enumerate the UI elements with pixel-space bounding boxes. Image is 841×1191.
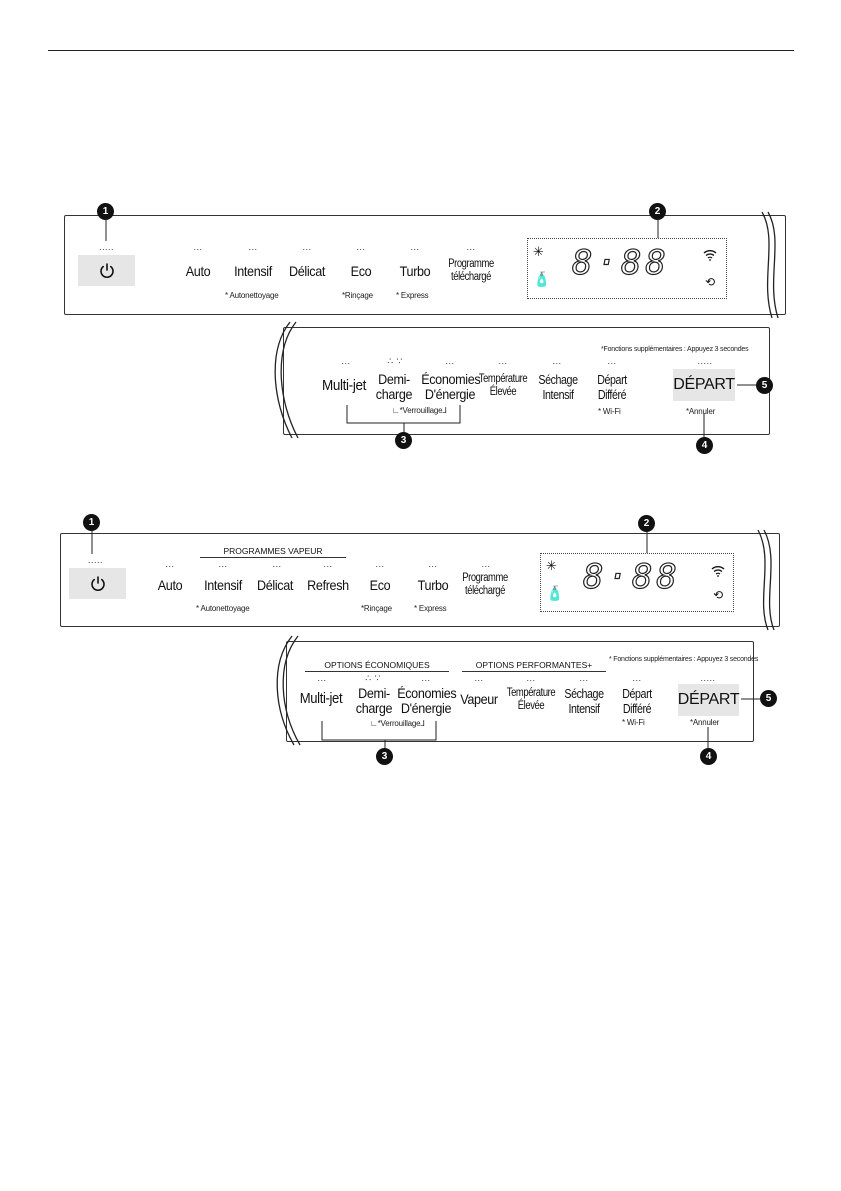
charge-label: charge <box>375 385 413 402</box>
sparkle-icon: ✳ <box>546 558 557 573</box>
economies-label: Économies <box>397 685 457 701</box>
led-download-b: ... <box>481 559 491 569</box>
long-press-note-b: * Fonctions supplémentaires : Appuyez 3 secondes <box>609 656 759 663</box>
button-turbo-b[interactable]: Turbo <box>417 577 449 593</box>
telecharge-label: téléchargé <box>451 270 491 283</box>
led-demi-charge-b: ∴ ∵ <box>365 673 381 683</box>
led-turbo-b: ... <box>428 559 438 569</box>
led-economies-b: ... <box>421 673 431 683</box>
callout-3-options-b: 3 <box>376 748 393 765</box>
sechage-label: Séchage <box>538 372 578 387</box>
rinse-aid-icon: 🧴 <box>533 271 551 287</box>
sechage-label: Séchage <box>564 686 604 701</box>
intensif-label: Intensif <box>568 700 600 716</box>
annuler-sub: *Annuler <box>686 407 716 416</box>
rinse-aid-icon: 🧴 <box>546 585 564 601</box>
remote-start-icon: ⟲ <box>705 275 716 289</box>
button-intensif-b[interactable]: Intensif <box>204 577 242 593</box>
led-intensif-b: ... <box>218 559 228 569</box>
power-indicator-b: ..... <box>88 555 104 565</box>
lock-label: *Verrouillage <box>399 406 443 415</box>
sparkle-icon: ✳ <box>533 244 544 259</box>
led-auto-b: ... <box>165 559 175 569</box>
callout-1-power: 1 <box>97 203 114 220</box>
led-depart: ..... <box>697 356 713 366</box>
led-sechage: ... <box>552 356 562 366</box>
eco-options-header: OPTIONS ÉCONOMIQUES <box>324 660 430 670</box>
start-button[interactable]: DÉPART <box>673 369 735 401</box>
led-demi-charge: ∴ ∵ <box>387 356 403 366</box>
power-indicator: ..... <box>99 242 115 252</box>
lock-sub: ∟*Verrouillage⅃ <box>392 406 447 415</box>
time-display-b: 8·88 <box>583 557 681 597</box>
button-multi-jet[interactable]: Multi-jet <box>321 377 367 394</box>
programme-label: Programme <box>448 258 494 270</box>
led-temperature-b: ... <box>526 673 536 683</box>
led-multijet-b: ... <box>317 673 327 683</box>
led-vapeur: ... <box>474 673 484 683</box>
temperature-label: Température <box>478 373 528 385</box>
callout-2-display-b: 2 <box>638 515 655 532</box>
turbo-sub: * Express <box>396 291 429 300</box>
led-multijet: ... <box>341 356 351 366</box>
energie-label: D'énergie <box>424 385 476 402</box>
lock-sub-b: ∟*Verrouillage⅃ <box>370 719 425 728</box>
demi-label: Demi- <box>378 371 410 387</box>
led-depart-differe-b: ... <box>632 673 642 683</box>
callout-3-options: 3 <box>395 432 412 449</box>
differe-label: Différé <box>622 700 652 716</box>
intensif-label: Intensif <box>542 386 574 402</box>
button-intensif[interactable]: Intensif <box>234 263 272 279</box>
eco-sub-b: *Rinçage <box>361 604 392 613</box>
led-eco: ... <box>356 242 366 252</box>
energie-label: D'énergie <box>400 699 452 716</box>
led-delicat: ... <box>302 242 312 252</box>
intensif-sub: * Autonettoyage <box>225 291 279 300</box>
button-eco[interactable]: Eco <box>350 263 372 279</box>
callout-5-depart-b: 5 <box>760 690 777 707</box>
led-delicat-b: ... <box>272 559 282 569</box>
led-eco-b: ... <box>375 559 385 569</box>
button-turbo[interactable]: Turbo <box>399 263 431 279</box>
led-refresh-b: ... <box>323 559 333 569</box>
depart-label: Départ <box>622 686 652 701</box>
led-economies: ... <box>445 356 455 366</box>
lock-label: *Verrouillage <box>377 719 421 728</box>
led-sechage-b: ... <box>579 673 589 683</box>
elevee-label: Élevée <box>489 385 517 398</box>
button-multi-jet-b[interactable]: Multi-jet <box>299 691 343 707</box>
temperature-label: Température <box>506 687 556 699</box>
button-delicat[interactable]: Délicat <box>289 263 325 279</box>
led-depart-b: ..... <box>700 673 716 683</box>
callout-4-annuler: 4 <box>696 437 713 454</box>
led-temperature: ... <box>498 356 508 366</box>
long-press-note: *Fonctions supplémentaires : Appuyez 3 secondes <box>601 346 749 353</box>
charge-label: charge <box>355 699 393 716</box>
callout-2-display: 2 <box>649 203 666 220</box>
button-eco-b[interactable]: Eco <box>369 577 391 593</box>
turbo-sub-b: * Express <box>414 604 447 613</box>
demi-label: Demi- <box>358 685 390 701</box>
differe-label: Différé <box>597 386 627 402</box>
intensif-sub-b: * Autonettoyage <box>196 604 250 613</box>
programme-label: Programme <box>462 572 508 584</box>
time-display: 8·88 <box>572 243 670 283</box>
led-download: ... <box>466 242 476 252</box>
steam-programs-header: PROGRAMMES VAPEUR <box>223 546 323 556</box>
callout-1-power-b: 1 <box>83 514 100 531</box>
wifi-sub-b: * Wi-Fi <box>622 718 645 727</box>
economies-label: Économies <box>421 371 481 387</box>
led-intensif: ... <box>248 242 258 252</box>
annuler-sub-b: *Annuler <box>690 718 720 727</box>
led-auto: ... <box>193 242 203 252</box>
button-delicat-b[interactable]: Délicat <box>257 577 293 593</box>
depart-label: Départ <box>597 372 627 387</box>
wifi-sub: * Wi-Fi <box>598 407 621 416</box>
remote-start-icon: ⟲ <box>713 588 724 602</box>
led-turbo: ... <box>410 242 420 252</box>
eco-sub: *Rinçage <box>342 291 373 300</box>
callout-4-annuler-b: 4 <box>700 748 717 765</box>
button-refresh-b[interactable]: Refresh <box>307 577 349 593</box>
start-button-b[interactable]: DÉPART <box>678 684 739 716</box>
telecharge-label: téléchargé <box>465 584 505 597</box>
led-depart-differe: ... <box>607 356 617 366</box>
perf-options-header: OPTIONS PERFORMANTES+ <box>475 660 593 670</box>
button-auto-b[interactable]: Auto <box>157 577 183 593</box>
button-auto[interactable]: Auto <box>185 263 211 279</box>
callout-5-depart: 5 <box>756 377 773 394</box>
elevee-label: Élevée <box>517 699 545 712</box>
button-vapeur[interactable]: Vapeur <box>460 691 498 707</box>
